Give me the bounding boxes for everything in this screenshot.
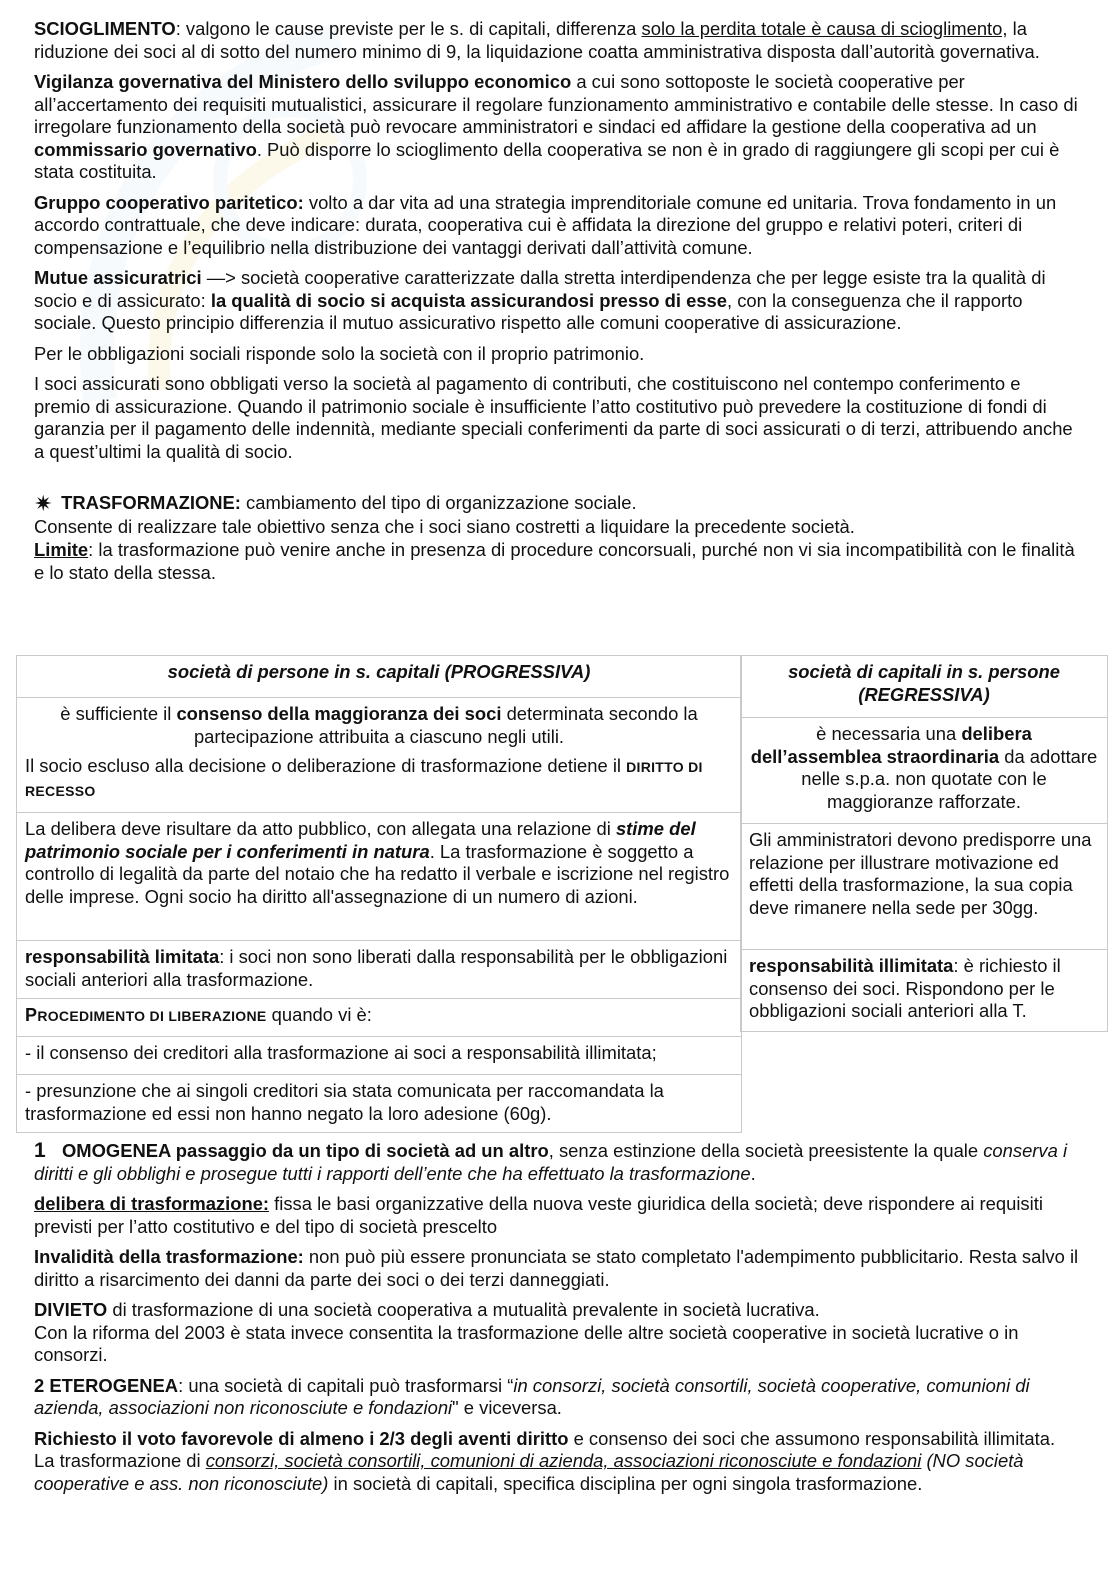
table-regressiva-cell-amministratori: [740, 824, 1108, 950]
consenso-t1: è sufficiente il: [60, 703, 177, 724]
responsabilita-limitata-t: : i soci non sono liberati dalla responsabilità per le obbligazioni sociali anteriori alla trasformazione.: [25, 946, 728, 990]
trasformazione-tables: [16, 655, 1110, 1133]
richiesto-t1: e consenso dei soci che assumono responsabilità illimitata. La trasformazione di: [34, 1427, 1056, 1471]
table-progressiva-cell-presunzione: [16, 1075, 742, 1133]
responsabilita-limitata-bold: responsabilità limitata: [25, 946, 220, 967]
consenso-t2: determinata secondo la partecipazione attribuita a ciascuno negli utili.: [193, 703, 698, 747]
richiesto-t3: in società di capitali, specifica disciplina per ogni singola trasformazione.: [328, 1472, 923, 1494]
scioglimento-paragraph: [34, 18, 1080, 63]
eterogenea-italic: in consorzi, società consortili, società cooperative, comunioni di azienda, associazioni non riconosciute e fondazioni: [34, 1374, 1030, 1418]
delibera-trasformazione-text: fissa le basi organizzative della nuova veste giuridica della società; deve rispondere ai requisiti previsti per l’atto costitutivo e del tipo di società prescelto: [34, 1193, 1043, 1237]
limite-text: : la trasformazione può venire anche in presenza di procedure concorsuali, purché non vi sia incompatibilità con le finalità e lo stato della stessa.: [34, 539, 1075, 583]
divieto-text: di trasformazione di una società cooperativa a mutualità prevalente in società lucrativa.: [107, 1299, 820, 1320]
delibera-straordinaria-t2: da adottare nelle s.p.a. non quotate con le maggioranze rafforzate.: [801, 745, 1098, 812]
scioglimento-text-2: la riduzione dei soci al di sotto del numero minimo di 9, la liquidazione coatta amministrativa disposta dall’autorità governativa.: [34, 18, 1040, 62]
divieto-paragraph: [34, 1299, 1080, 1367]
richiesto-bold: Richiesto il voto favorevole di almeno i 2/3 degli aventi diritto: [34, 1427, 569, 1449]
table-progressiva-cell-procedimento: [16, 999, 742, 1037]
table-progressiva-cell-consenso-creditori: [16, 1037, 742, 1075]
omogenea-paragraph: [34, 1140, 1080, 1185]
omogenea-t2: .: [750, 1162, 756, 1184]
table-progressiva-header: società di persone in s. capitali (PROGRESSIVA): [16, 656, 742, 698]
invalidita-paragraph: [34, 1246, 1080, 1291]
mutue-text-2: , con la conseguenza che il rapporto sociale. Questo principio differenzia il mutuo assicurativo rispetto alle comuni cooperative di assicurazione.: [34, 289, 1023, 333]
trasformazione-title: TRASFORMAZIONE:: [61, 492, 241, 513]
delibera-trasformazione-title: delibera di trasformazione:: [34, 1193, 270, 1214]
scioglimento-title: SCIOGLIMENTO: [34, 18, 176, 39]
table-progressiva: [16, 655, 742, 1133]
procedimento-initial: P: [25, 1005, 38, 1025]
delibera-atto-t2: . La trasformazione è soggetto a controllo di legalità da parte del notaio che ha redatto il verbale e iscrizione nel registro delle imprese. Ogni socio ha diritto all'assegnazione di un numero di azioni.: [25, 840, 730, 907]
vigilanza-bold: commissario governativo: [34, 138, 257, 160]
eterogenea-t2: " e viceversa.: [452, 1397, 562, 1418]
trasformazione-heading: [34, 492, 1080, 538]
scioglimento-underline: solo la perdita totale è causa di scioglimento,: [641, 18, 1008, 39]
recesso-smallcaps: DIRITTO DI RECESSO: [25, 759, 703, 799]
vigilanza-text-1: a cui sono sottoposte le società cooperative per all’accertamento dei requisiti mutualistici, assicurare il regolare funzionamento amministrativo e contabile delle stesse. In caso di irregolare funzionamento della società può revocare amministratori e sindaci ed affidare la gestione della cooperativa ad un: [34, 71, 1078, 137]
asterisk-icon: ✷: [34, 491, 53, 516]
omogenea-title: OMOGENEA passaggio da un tipo di società ad un altro: [62, 1140, 549, 1161]
vigilanza-paragraph: [34, 71, 1080, 184]
procedimento-text: [25, 1004, 733, 1028]
procedimento-smallcaps: ROCEDIMENTO DI LIBERAZIONE: [37, 1008, 267, 1024]
table-regressiva: [740, 655, 1108, 1032]
scioglimento-text-1: : valgono le cause previste per le s. di capitali, differenza: [175, 18, 642, 39]
vigilanza-title: Vigilanza governativa del Ministero dello sviluppo economico: [34, 71, 572, 92]
responsabilita-limitata-text: [25, 946, 733, 991]
delibera-trasformazione-paragraph: [34, 1193, 1080, 1238]
responsabilita-illimitata-bold: responsabilità illimitata: [749, 955, 954, 976]
richiesto-paragraph: [34, 1428, 1080, 1496]
mutue-paragraph: [34, 267, 1080, 335]
top-content: [34, 18, 1080, 592]
gruppo-text: volto a dar vita ad una strategia imprenditoriale comune ed unitaria. Trova fondamento in un accordo contrattuale, che deve indicare: durata, cooperativa cui è affidata la direzione del gruppo e relativi poteri, criteri di compensazione e l’equilibrio nella distribuzione dei vantaggi derivati dall’attività comune.: [34, 191, 1057, 258]
responsabilita-illimitata-text: [749, 955, 1099, 1023]
divieto-title: DIVIETO: [34, 1299, 108, 1320]
table-regressiva-header: società di capitali in s. persone (REGRESSIVA): [740, 656, 1108, 718]
mutue-bold: la qualità di socio si acquista assicurandosi presso di esse: [210, 289, 728, 311]
trasformazione-line-2: Consente di realizzare tale obiettivo senza che i soci siano costretti a liquidare la precedente società.: [34, 515, 855, 537]
responsabilita-illimitata-t: : è richiesto il consenso dei soci. Rispondono per le obbligazioni sociali anteriori alla T.: [749, 955, 1061, 1021]
recesso-text: [25, 755, 733, 802]
omogenea-number: 1: [34, 1139, 46, 1162]
richiesto-italic: (NO società cooperative e ass. non riconosciute): [34, 1450, 1024, 1494]
eterogenea-paragraph: [34, 1375, 1080, 1420]
gruppo-paragraph: [34, 192, 1080, 260]
gruppo-title: Gruppo cooperativo paritetico:: [34, 191, 304, 213]
table-progressiva-cell-consenso: [16, 698, 742, 813]
invalidita-text: non può più essere pronunciata se stato completato l'adempimento pubblicitario. Resta salvo il diritto a risarcimento dei danni da parte dei soci o dei terzi danneggiati.: [34, 1246, 1079, 1290]
bottom-content: [34, 1140, 1080, 1503]
delibera-straordinaria-t1: è necessaria una: [816, 723, 962, 744]
consenso-bold: consenso della maggioranza dei soci: [176, 703, 502, 724]
table-progressiva-cell-delibera: [16, 813, 742, 941]
mutue-paragraph-3: I soci assicurati sono obbligati verso la società al pagamento di contributi, che costituiscono nel contempo conferimento e premio di assicurazione. Quando il patrimonio sociale è insufficiente l’atto costitutivo può prevedere la costituzione di fondi di garanzia per il pagamento delle indennità, mediante speciali conferimenti da parte di soci assicurati o di terzi, attribuendo anche a quest’ultimi la qualità di socio.: [34, 373, 1073, 462]
omogenea-italic: conserva i diritti e gli obblighi e prosegue tutti i rapporti dell’ente che ha effettuato la trasformazione: [34, 1140, 1068, 1184]
procedimento-t: quando vi è:: [266, 1004, 372, 1025]
table-regressiva-cell-delibera: [740, 718, 1108, 824]
trasformazione-text: cambiamento del tipo di organizzazione sociale.: [240, 492, 637, 513]
limite-title: Limite: [34, 539, 89, 560]
limite-paragraph: [34, 539, 1080, 584]
mutue-title: Mutue assicuratrici: [34, 267, 202, 288]
table-regressiva-cell-responsabilita: [740, 950, 1108, 1032]
delibera-atto-t1: La delibera deve risultare da atto pubblico, con allegata una relazione di: [25, 818, 616, 839]
eterogenea-title: 2 ETEROGENEA: [34, 1374, 179, 1396]
mutue-text-1: —> società cooperative caratterizzate dalla stretta interdipendenza che per legge esiste tra la qualità di socio e di assicurato:: [34, 267, 1046, 311]
invalidita-title: Invalidità della trasformazione:: [34, 1246, 304, 1267]
richiesto-underline-italic: consorzi, società consortili, comunioni di azienda, associazioni riconosciute e fondazioni: [205, 1450, 922, 1471]
vigilanza-text-2: . Può disporre lo scioglimento della cooperativa se non è in grado di raggiungere gli scopi per cui è stata costituita.: [34, 138, 1060, 182]
amministratori-text: Gli amministratori devono predisporre una relazione per illustrare motivazione ed effetti della trasformazione, la sua copia deve rimanere nella sede per 30gg.: [749, 829, 1092, 918]
presunzione-text: - presunzione che ai singoli creditori sia stata comunicata per raccomandata la trasformazione ed essi non hanno negato la loro adesione (60g).: [25, 1080, 664, 1124]
mutue-paragraph-2: Per le obbligazioni sociali risponde solo la società con il proprio patrimonio.: [34, 342, 645, 364]
eterogenea-t1: : una società di capitali può trasformarsi “: [178, 1374, 514, 1396]
consenso-text: [25, 703, 733, 748]
delibera-atto-bold-italic: stime del patrimonio sociale per i conferimenti in natura: [25, 818, 696, 862]
consenso-creditori-text: - il consenso dei creditori alla trasformazione ai soci a responsabilità illimitata;: [25, 1042, 657, 1063]
recesso-t1: Il socio escluso alla decisione o deliberazione di trasformazione detiene il: [25, 755, 627, 776]
delibera-atto-text: [25, 818, 733, 908]
delibera-straordinaria-bold: delibera dell’assemblea straordinaria: [750, 723, 1032, 767]
omogenea-t1: , senza estinzione della società preesistente la quale: [548, 1140, 984, 1161]
table-progressiva-cell-responsabilita: [16, 941, 742, 999]
divieto-line-2: Con la riforma del 2003 è stata invece consentita la trasformazione delle altre società cooperative in società lucrative o in consorzi.: [34, 1321, 1019, 1365]
delibera-straordinaria-text: [749, 723, 1099, 813]
